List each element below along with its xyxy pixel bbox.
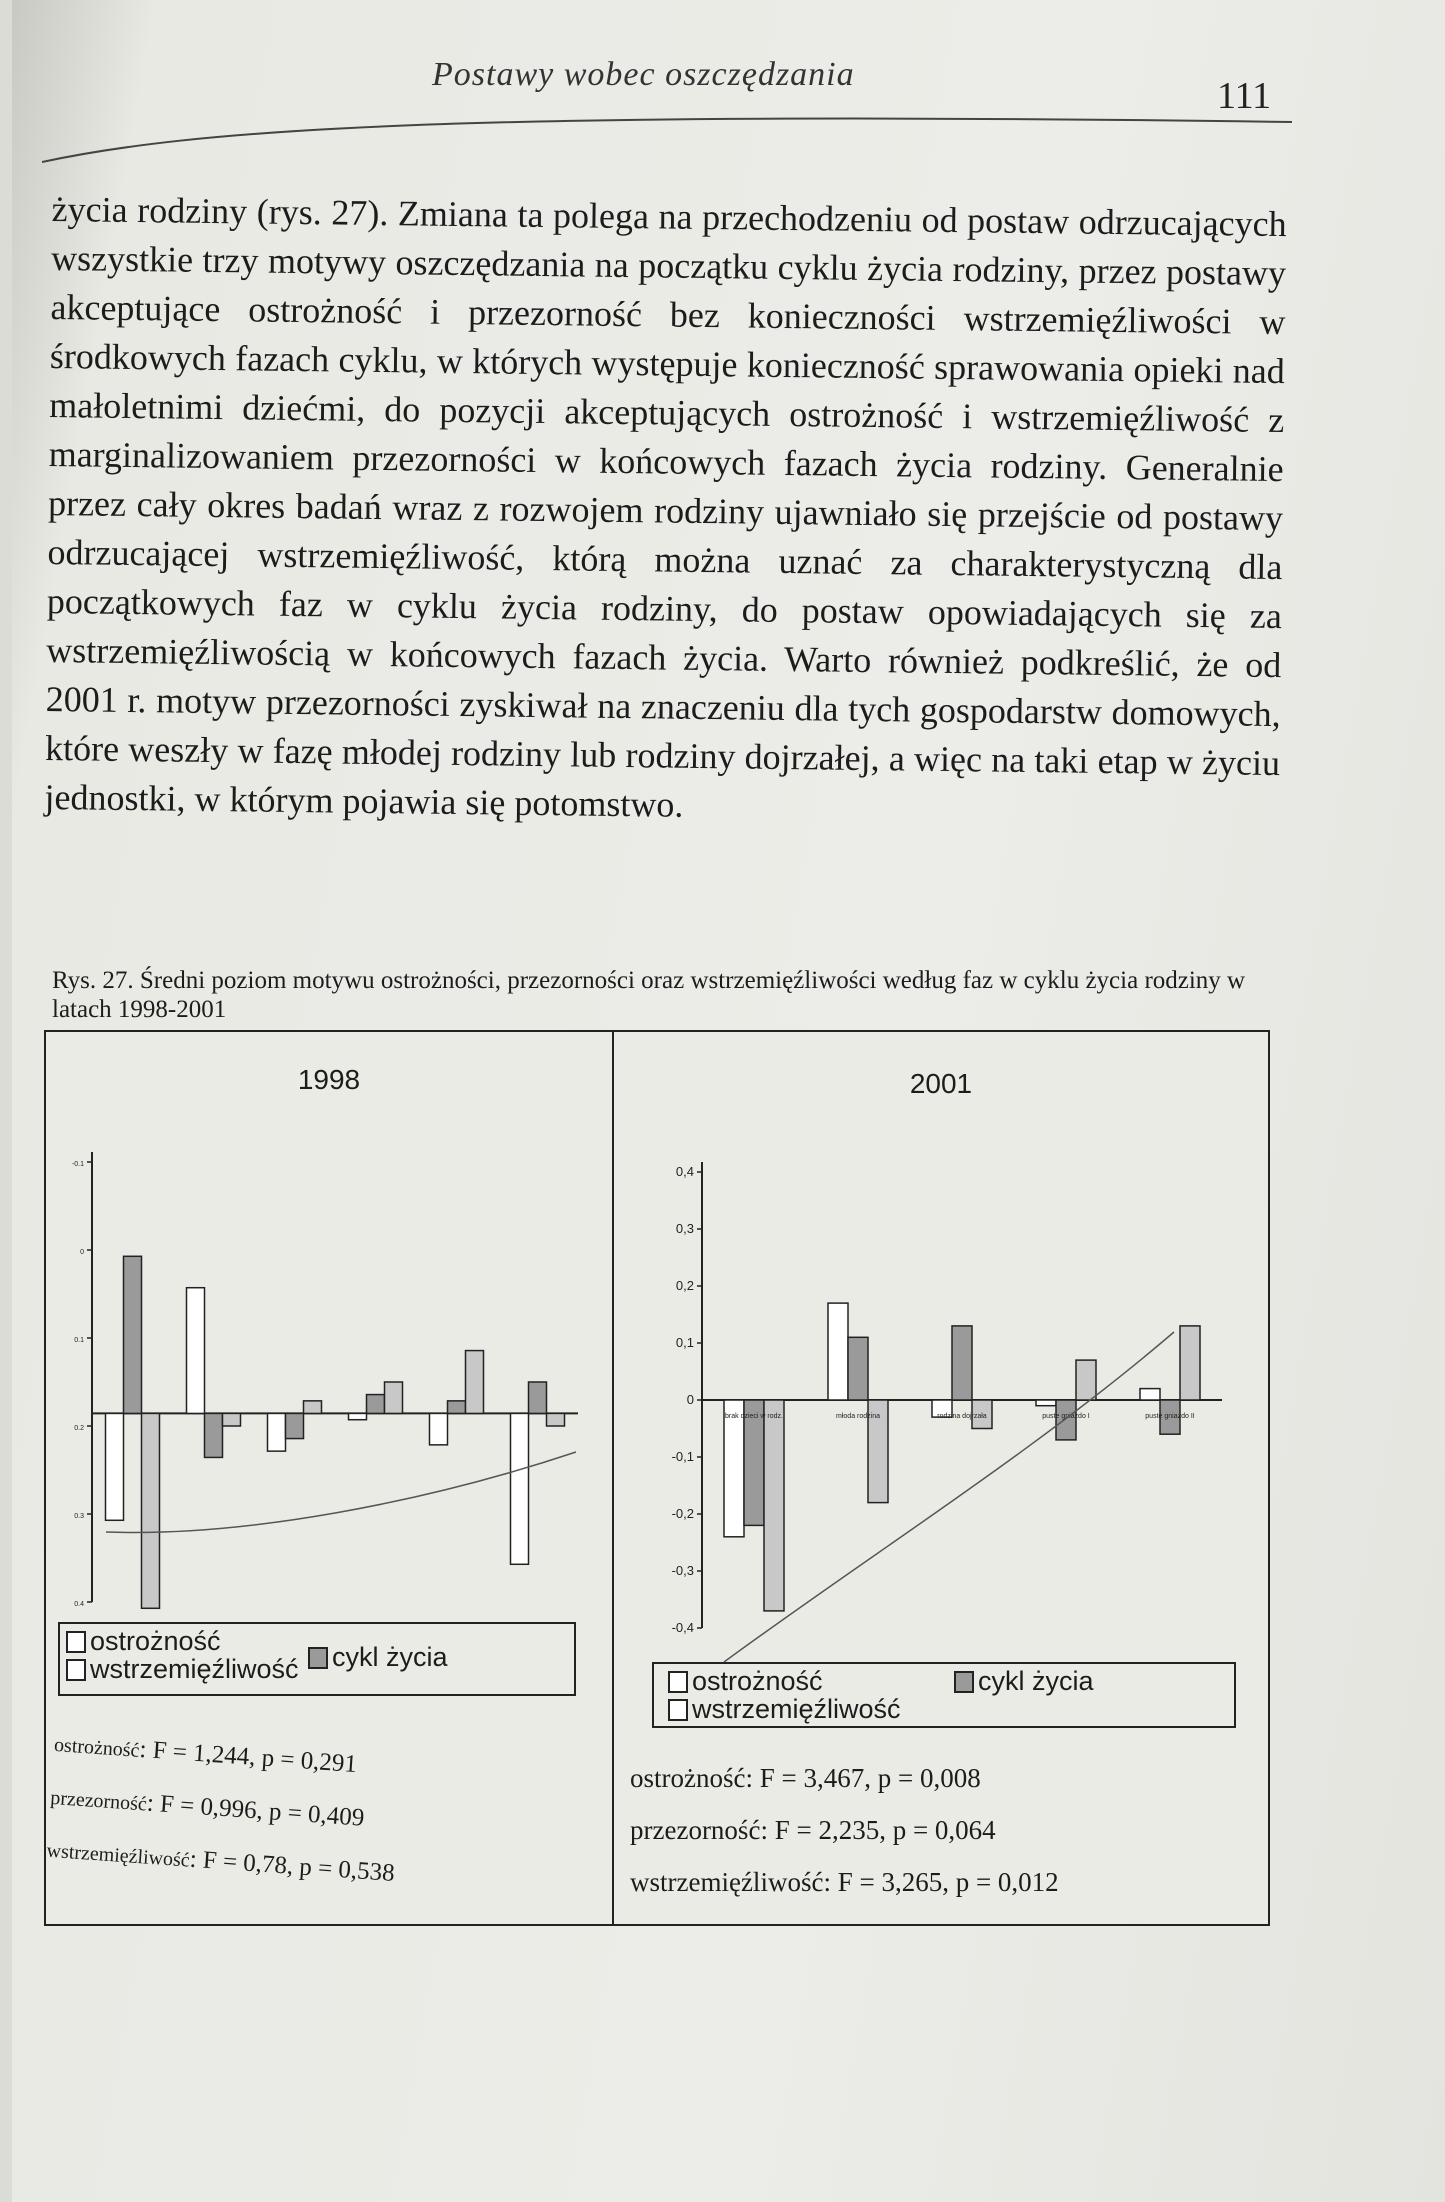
y-tick-label: 0	[686, 1392, 694, 1407]
figure-caption: Rys. 27. Średni poziom motywu ostrożności, przezorności oraz wstrzemięźliwości według faz w cyklu życia rodziny w latach 1998-2001	[52, 967, 1246, 1023]
bar-ostroznosc	[1140, 1389, 1160, 1400]
header-rule	[42, 100, 1302, 170]
legend-item-wstrzemiezliwosc-2001	[668, 1694, 901, 1725]
legend-swatch-white	[668, 1699, 688, 1721]
bar-przezornosc	[529, 1382, 547, 1413]
trend-line	[106, 1452, 576, 1532]
category-label: brak dzieci w rodz.	[725, 1413, 783, 1420]
legend-item-wstrzemiezliwosc-1998	[66, 1654, 299, 1685]
body-paragraph: życia rodziny (rys. 27). Zmiana ta polega na przechodzeniu od postaw odrzucających wszystkie trzy motywy oszczędzania na początku cyklu życia rodziny, przez postawy akceptujące ostrożność i przezorność bez konieczności wstrzemięźliwości w środkowych fazach cyklu, w których występuje konieczność sprawowania opieki nad małoletnimi dziećmi, do pozycji akceptujących ostrożność i wstrzemięźliwość z marginalizowaniem przezorności w końcowych fazach życia rodziny. Generalnie przez cały okres badań wraz z rozwojem rodziny ujawniało się przejście od postawy odrzucającej wstrzemięźliwość, którą można uznać za charakterystyczną dla początkowych faz w cyklu życia rodziny, do postaw opowiadających się za wstrzemięźliwością w końcowych fazach życia. Warto również podkreślić, że od 2001 r. motyw przezorności zyskiwał na znaczeniu dla tych gospodarstw domowych, które weszły w fazę młodej rodziny lub rodziny dojrzałej, a więc na taki etap w życiu jednostki, w którym pojawia się potomstwo.	[44, 188, 1287, 825]
category-label: puste gniazdo II	[1145, 1413, 1195, 1420]
bar-wstrzemiezliwosc	[142, 1413, 160, 1608]
chart-title-2001: 2001	[909, 1068, 973, 1099]
bar-ostroznosc	[187, 1288, 205, 1414]
bar-wstrzemiezliwosc	[385, 1382, 403, 1413]
y-tick-label: -0,3	[671, 1563, 694, 1578]
legend-item-cykl-2001	[954, 1666, 1094, 1697]
y-tick-label: 0,2	[675, 1278, 694, 1293]
trend-line	[724, 1332, 1174, 1662]
y-tick-label: 0	[80, 1249, 84, 1256]
bar-wstrzemiezliwosc	[547, 1413, 565, 1426]
legend-2001	[652, 1662, 1236, 1728]
bar-przezornosc	[205, 1413, 223, 1457]
running-head: Postawy wobec oszczędzania	[432, 56, 855, 93]
bar-wstrzemiezliwosc	[223, 1413, 241, 1426]
bar-ostroznosc	[349, 1413, 367, 1419]
legend-item-cykl-1998	[308, 1642, 448, 1673]
stats-1998	[45, 1718, 404, 1901]
category-label: młoda rodzina	[836, 1413, 880, 1420]
legend-label: wstrzemięźliwość	[90, 1654, 299, 1684]
legend-item-ostroznosc-2001	[668, 1666, 823, 1697]
bar-ostroznosc	[106, 1413, 124, 1520]
body-text	[44, 185, 1287, 837]
bar-przezornosc	[448, 1401, 466, 1414]
category-label: rodzina dojrzała	[937, 1413, 987, 1420]
legend-swatch-grey	[308, 1647, 328, 1669]
bar-ostroznosc	[724, 1400, 744, 1537]
y-tick-label: 0.3	[74, 1513, 84, 1520]
book-page	[12, 0, 1445, 2202]
bar-ostroznosc	[828, 1303, 848, 1400]
stat-row: przezorność: F = 2,235, p = 0,064	[630, 1815, 996, 1845]
legend-label: wstrzemięźliwość	[692, 1694, 901, 1724]
bar-przezornosc	[367, 1395, 385, 1414]
bar-przezornosc	[124, 1256, 142, 1413]
category-label: puste gniazdo I	[1042, 1413, 1090, 1420]
chart-title-1998: 1998	[297, 1064, 361, 1095]
legend-label: cykl życia	[332, 1642, 448, 1672]
stats-2001	[630, 1752, 1059, 1908]
legend-swatch-white	[66, 1659, 86, 1681]
stat-row: ostrożność: F = 3,467, p = 0,008	[630, 1763, 981, 1793]
page-number: 111	[1217, 75, 1272, 117]
bar-wstrzemiezliwosc	[1180, 1326, 1200, 1400]
y-tick-label: 0,1	[675, 1335, 694, 1350]
chart-1998	[46, 1032, 612, 1692]
y-tick-label: 0,3	[675, 1221, 694, 1236]
bar-wstrzemiezliwosc	[1076, 1360, 1096, 1400]
legend-label: ostrożność	[692, 1666, 823, 1696]
bar-przezornosc	[848, 1337, 868, 1400]
y-tick-label: 0.1	[74, 1337, 84, 1344]
legend-label: cykl życia	[978, 1666, 1094, 1696]
bar-ostroznosc	[268, 1413, 286, 1451]
bar-wstrzemiezliwosc	[466, 1351, 484, 1414]
legend-swatch-white	[66, 1631, 86, 1653]
y-tick-label: 0,4	[675, 1164, 694, 1179]
bar-wstrzemiezliwosc	[304, 1401, 322, 1414]
bar-wstrzemiezliwosc	[764, 1400, 784, 1611]
bar-ostroznosc	[430, 1413, 448, 1444]
legend-label: ostrożność	[90, 1626, 221, 1656]
y-tick-label: -0,4	[671, 1620, 694, 1635]
stat-row: wstrzemięźliwość: F = 3,265, p = 0,012	[630, 1867, 1059, 1897]
legend-swatch-grey	[954, 1671, 974, 1693]
chart-2001	[614, 1032, 1268, 1672]
y-tick-label: 0.4	[74, 1601, 84, 1608]
y-tick-label: -0,2	[671, 1506, 694, 1521]
bar-przezornosc	[286, 1413, 304, 1438]
legend-item-ostroznosc-1998	[66, 1626, 221, 1657]
stat-row: ostrożność: F = 1,244, p = 0,291	[53, 1733, 358, 1779]
y-tick-label: -0,1	[671, 1449, 694, 1464]
y-tick-label: 0.2	[74, 1425, 84, 1432]
bar-ostroznosc	[1036, 1400, 1056, 1406]
bar-ostroznosc	[511, 1413, 529, 1564]
stat-row: wstrzemięźliwość: F = 0,78, p = 0,538	[45, 1839, 396, 1887]
legend-1998	[58, 1622, 576, 1696]
stat-row: przezorność: F = 0,996, p = 0,409	[49, 1786, 366, 1832]
legend-swatch-white	[668, 1671, 688, 1693]
bar-przezornosc	[952, 1326, 972, 1400]
y-tick-label: -0.1	[71, 1161, 84, 1168]
